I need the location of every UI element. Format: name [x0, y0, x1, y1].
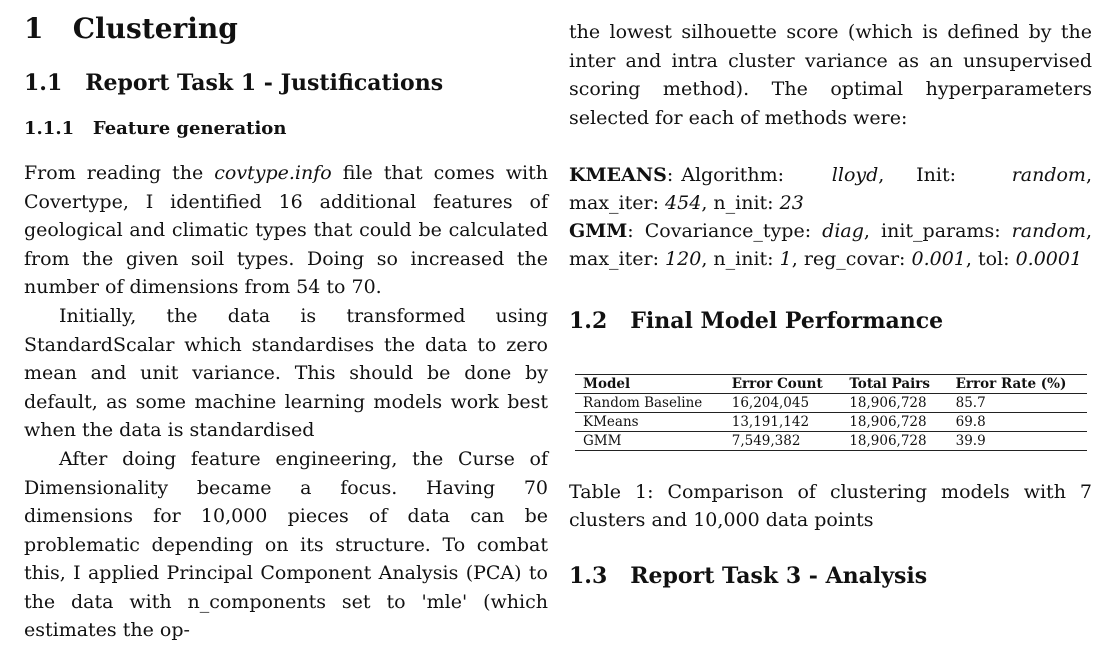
param-value: 23	[779, 192, 804, 214]
column-header: Error Count	[731, 376, 823, 392]
table-row	[575, 432, 1087, 451]
gmm-hyperparameters: GMM: Covariance_type: diag, init_params: random, max_iter: 120, n_init: 1, reg_covar: 0.001, tol: 0.0001	[569, 220, 1092, 270]
table-cell: 18,906,728	[849, 433, 927, 449]
column-header: Error Rate (%)	[955, 376, 1067, 392]
paragraph-feature-generation	[24, 159, 548, 302]
subsection-title: Final Model Performance	[630, 308, 944, 334]
param-key: Covariance_type:	[644, 220, 812, 242]
results-table	[575, 374, 1087, 451]
kmeans-hyperparameters: KMEANS: Algorithm: lloyd, Init: random, max_iter: 454, n_init: 23	[569, 164, 1092, 214]
table-cell: 69.8	[955, 414, 986, 430]
section-title: Clustering	[72, 12, 238, 45]
table-caption: Table 1: Comparison of clustering models with 7 clusters and 10,000 data points	[569, 481, 1092, 531]
column-header: Total Pairs	[849, 376, 931, 392]
param-key: Algorithm:	[681, 164, 785, 186]
param-key: tol:	[977, 248, 1010, 270]
table-row	[575, 413, 1087, 432]
table-cell: Random Baseline	[583, 395, 703, 411]
paragraph-text: file that comes with Covertype, I identified 16 additional features of geological and climatic types that could be calculated from the given soil types. Doing so increased the number of dimensions from 54 to 70.	[24, 162, 548, 298]
param-value: 454	[665, 192, 702, 214]
paragraph-standard-scalar: Initially, the data is transformed using StandardScalar which standardises the data to zero mean and unit variance. This should be done by default, as some machine learning models work best when the data is standardised	[24, 305, 548, 441]
param-key: max_iter:	[569, 192, 659, 214]
table-cell: 16,204,045	[731, 395, 810, 411]
param-value: 0.001	[911, 248, 966, 270]
table-cell: 7,549,382	[731, 433, 801, 449]
param-key: reg_covar:	[803, 248, 906, 270]
table-cell: 13,191,142	[731, 414, 810, 430]
paragraph-pca: After doing feature engineering, the Curse of Dimensionality became a focus. Having 70 dimensions for 10,000 pieces of data can be problematic depending on its structure. To combat this, I applied Principal Component Analysis (PCA) to the data with n_components set to 'mle' (which estimates the op-	[24, 448, 548, 641]
table-header-row	[575, 375, 1087, 394]
subsection-heading-1-3	[569, 563, 927, 589]
param-value: 120	[665, 248, 702, 270]
param-key: n_init:	[713, 248, 774, 270]
table-cell: 85.7	[955, 395, 986, 411]
table-cell: 18,906,728	[849, 395, 927, 411]
subsection-title: Report Task 1 - Justifications	[85, 70, 444, 96]
section-heading	[24, 12, 238, 45]
subsection-number: 1.2	[569, 308, 608, 334]
param-key: Init:	[916, 164, 957, 186]
paragraph-text: From reading the	[24, 162, 215, 184]
table-cell: GMM	[583, 433, 622, 449]
subsubsection-heading-1-1-1	[24, 118, 286, 139]
filename-text: covtype.info	[214, 162, 332, 184]
gmm-label: GMM	[569, 220, 628, 242]
param-value: random	[1011, 220, 1086, 242]
param-value: diag	[822, 220, 864, 242]
param-key: max_iter:	[569, 248, 659, 270]
section-number: 1	[24, 12, 44, 45]
table-cell: KMeans	[583, 414, 639, 430]
param-value: 0.0001	[1015, 248, 1083, 270]
table-cell: 39.9	[955, 433, 986, 449]
paragraph-silhouette: the lowest silhouette score (which is defined by the inter and intra cluster variance as an unsupervised scoring method). The optimal hyperparameters selected for each of methods were:	[569, 21, 1092, 129]
table-row	[575, 394, 1087, 413]
subsection-heading-1-2	[569, 308, 943, 334]
subsubsection-title: Feature generation	[92, 118, 287, 139]
param-key: init_params:	[881, 220, 1001, 242]
subsection-number: 1.3	[569, 563, 608, 589]
param-value: 1	[779, 248, 792, 270]
param-key: n_init:	[713, 192, 774, 214]
subsection-number: 1.1	[24, 70, 63, 96]
subsection-title: Report Task 3 - Analysis	[630, 563, 928, 589]
param-value: random	[1011, 164, 1086, 186]
subsubsection-number: 1.1.1	[24, 118, 75, 139]
param-value: lloyd	[831, 164, 879, 186]
table-cell: 18,906,728	[849, 414, 927, 430]
subsection-heading-1-1	[24, 70, 443, 96]
kmeans-label: KMEANS	[569, 164, 667, 186]
column-header: Model	[583, 376, 631, 392]
